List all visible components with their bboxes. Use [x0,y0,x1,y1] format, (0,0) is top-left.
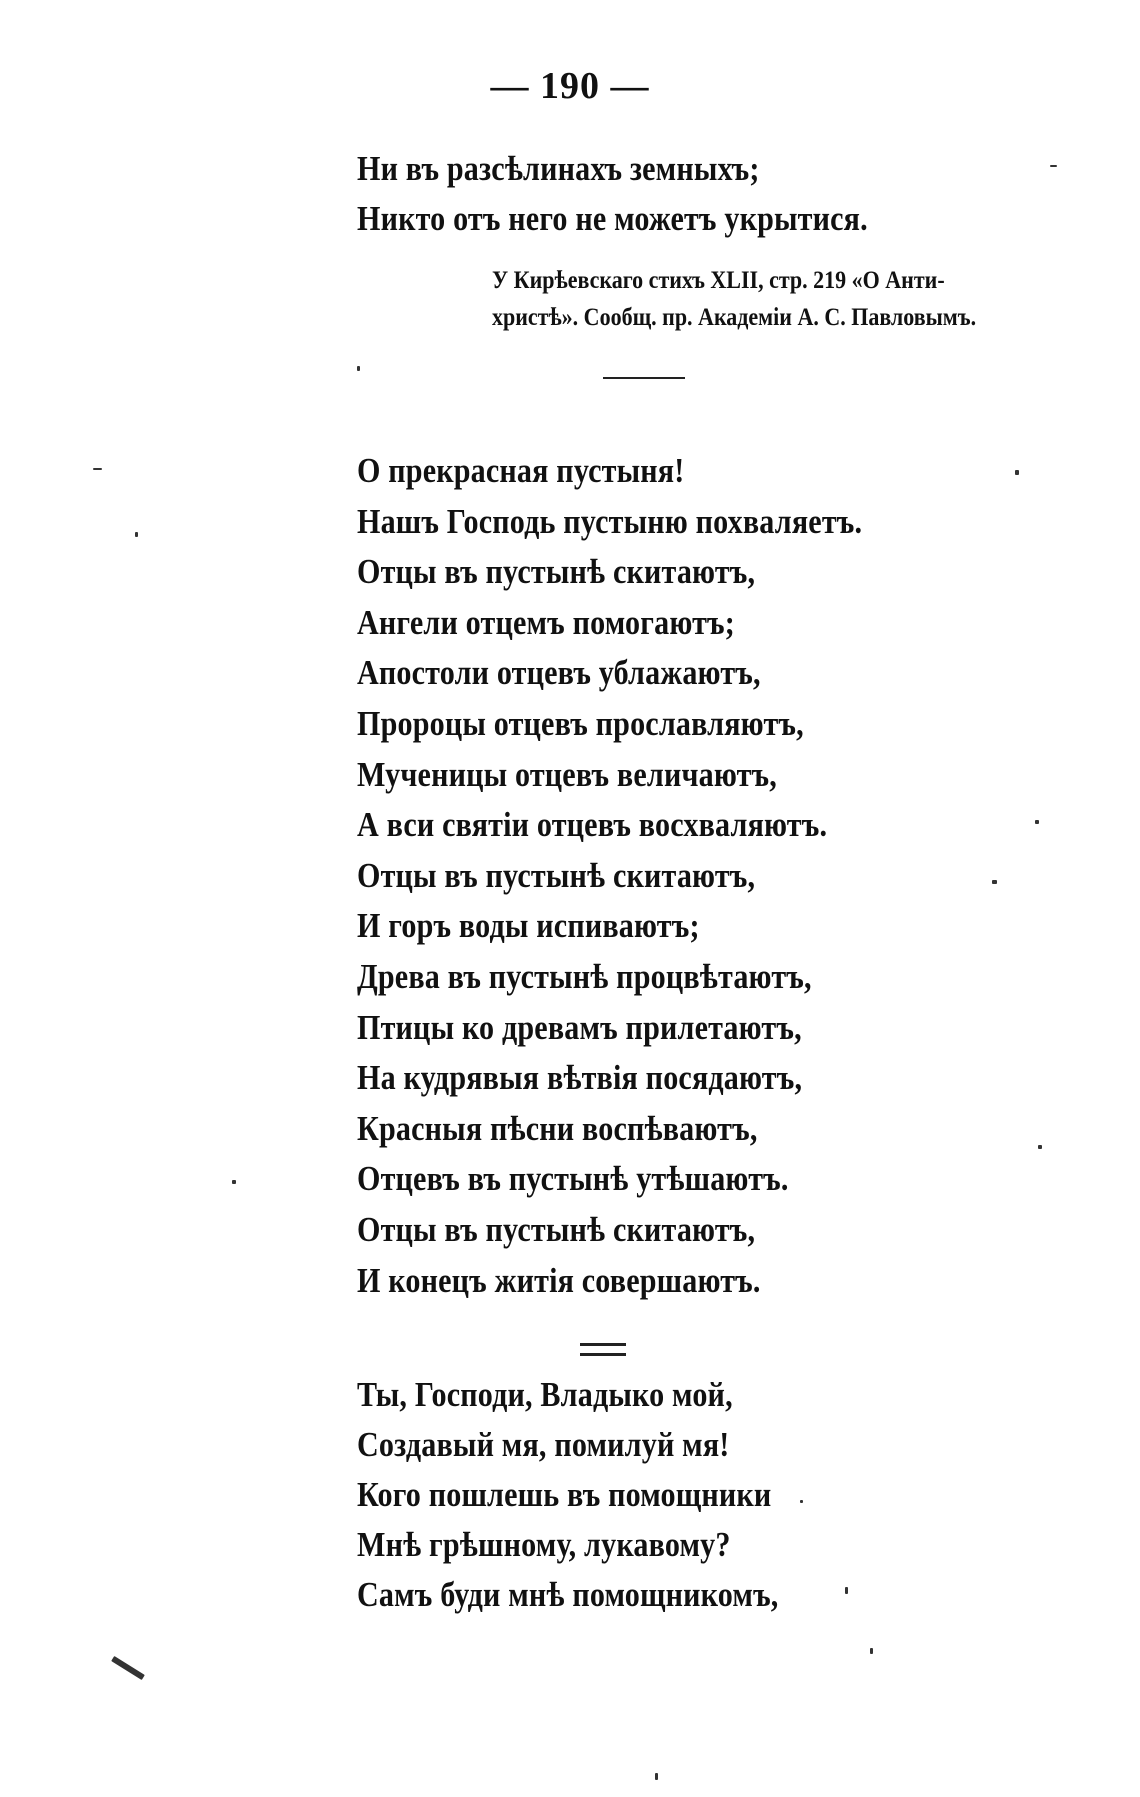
scan-speck [1050,165,1057,167]
verse-line: Никто отъ него не можетъ укрытися. [357,199,868,238]
scan-speck [93,468,102,470]
scan-speck [1035,820,1039,824]
verse-line: Нашъ Господь пустыню похваляетъ. [357,501,863,541]
verse-block-2 [357,446,944,1306]
verse-line: Птицы ко древамъ прилетаютъ, [357,1007,802,1047]
verse-block-3 [357,1370,847,1620]
verse-line: Мученицы отцевъ величаютъ, [357,754,777,794]
scan-speck [111,1656,145,1680]
scan-speck [870,1648,873,1654]
verse-line: Отцевъ въ пустынѣ утѣшаютъ. [357,1159,789,1199]
verse-line: Самъ буди мнѣ помощникомъ, [357,1575,779,1614]
scan-speck [800,1500,803,1503]
verse-line: Отцы въ пустынѣ скитаютъ, [357,552,756,592]
verse-line: Ты, Господи, Владыко мой, [357,1375,733,1414]
source-footnote [492,262,1112,336]
scan-speck [845,1587,848,1594]
verse-line: Апостоли отцевъ ублажаютъ, [357,653,761,693]
verse-block-1 [357,144,951,244]
scan-speck [357,366,360,371]
verse-line: Ангели отцемъ помогаютъ; [357,602,735,642]
scan-speck [232,1180,236,1184]
verse-line: И конецъ житія совершаютъ. [357,1260,761,1300]
verse-line: А вси святіи отцевъ восхваляютъ. [357,805,828,845]
verse-line: Красныя пѣсни воспѣваютъ, [357,1108,758,1148]
footnote-line: христѣ». Сообщ. пр. Академіи А. С. Павловымъ. [492,304,977,331]
scan-speck [1015,470,1019,475]
scan-speck [1038,1145,1042,1149]
footnote-line: У Кирѣевскаго стихъ XLII, стр. 219 «О Анти- [492,267,945,294]
verse-line: Отцы въ пустынѣ скитаютъ, [357,1209,756,1249]
double-divider-bottom [580,1353,626,1356]
verse-line: Создавый мя, помилуй мя! [357,1425,730,1464]
scan-speck [135,532,138,537]
verse-line: О прекрасная пустыня! [357,451,685,490]
double-divider-top [580,1343,626,1346]
verse-line: Кого пошлешь въ помощники [357,1475,772,1514]
verse-line: И горъ воды испиваютъ; [357,906,700,946]
verse-line: Ни въ разсѣлинахъ земныхъ; [357,149,760,188]
verse-line: Отцы въ пустынѣ скитаютъ, [357,855,756,895]
page-number: — 190 — [490,65,650,107]
verse-line: На кудрявыя вѣтвія посядаютъ, [357,1058,803,1098]
scan-speck [655,1773,658,1780]
verse-line: Древа въ пустынѣ процвѣтаютъ, [357,956,812,996]
scan-speck [992,880,997,884]
section-divider [603,377,685,379]
verse-line: Мнѣ грѣшному, лукавому? [357,1525,731,1564]
verse-line: Пророцы отцевъ прославляютъ, [357,703,804,743]
